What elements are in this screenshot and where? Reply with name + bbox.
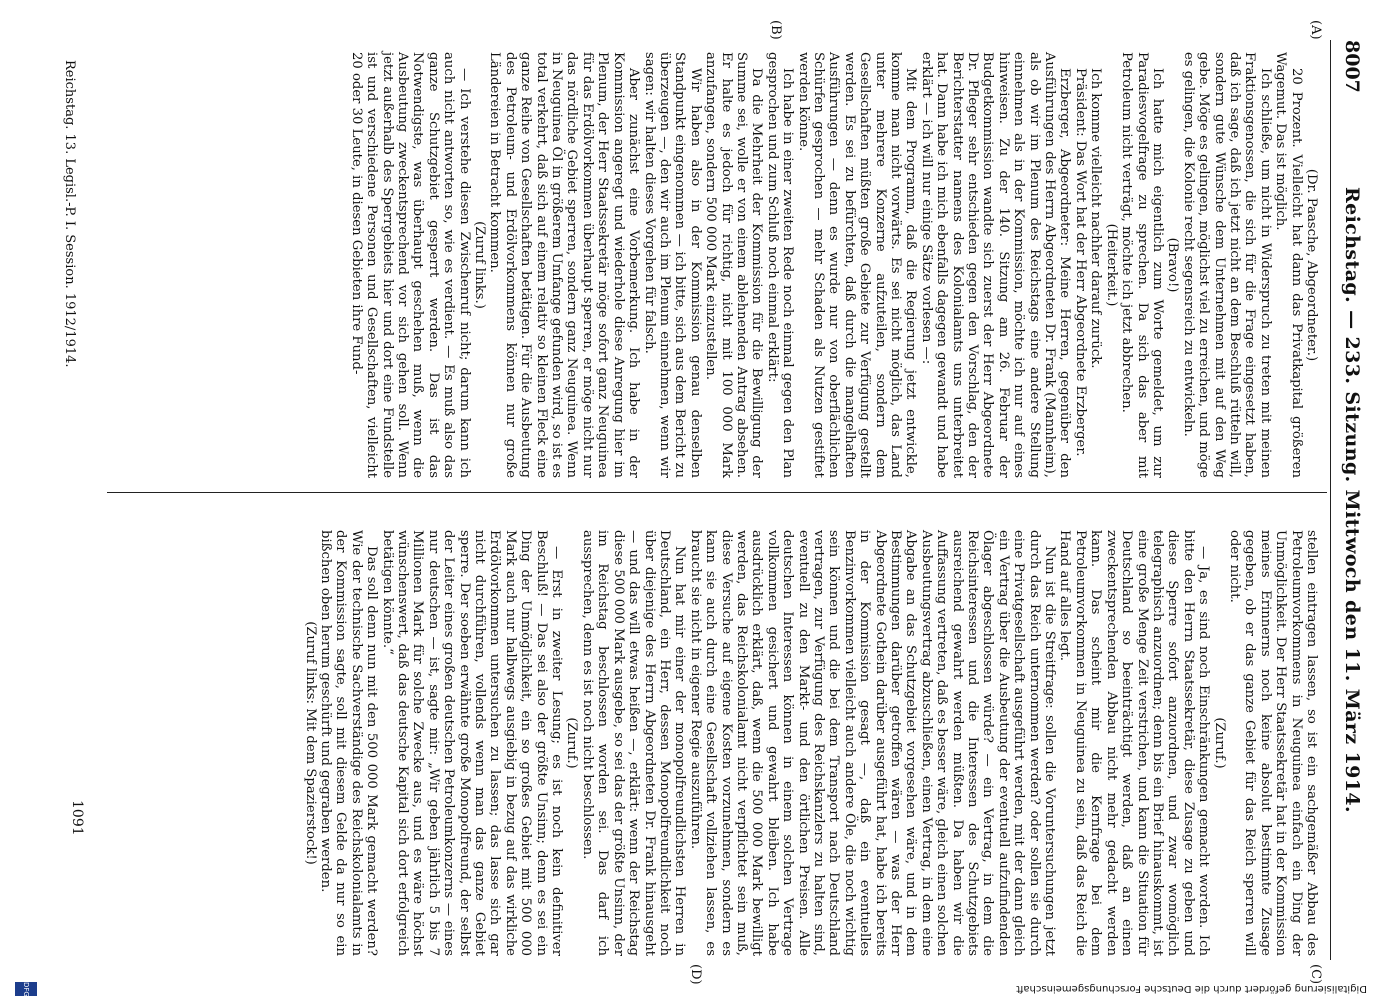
- dfg-logo: DFG: [15, 982, 37, 996]
- paragraph: Ich hatte mich eigentlich zum Worte gemeldet, um zur Paradiesvogelfrage zu sprechen. Da sich das aber mit Petroleum nicht verträgt, möchte ich jetzt abbrechen.: [1119, 52, 1165, 478]
- speaker-note: (Dr. Paasche, Abgeordneter.): [1304, 168, 1319, 362]
- folio-number: 1091: [69, 800, 85, 836]
- paragraph: Aber zunächst eine Vorbemerkung. Ich habe in der Kommission angeregt und wiederhole diese Anregung hier im Plenum, der Herr Staatssekretär möge sofort ganz Neuguinea für das Erdölvorkommen überhaupt sperren, er möge nicht nur das nördliche Gebiet sperren, sondern ganz Neuguinea. Wenn in Neuguinea Öl in größerem Umfange gefunden wird, so ist es total verkehrt, daß sich auf einem relativ so kleinen Fleck eine ganze Reihe von Gesellschaften betätigen. Für die Ausbeutung des Petroleum- und Erdölvorkommens können nur große Ländereien in Betracht kommen.: [487, 52, 642, 478]
- running-head: Reichstag. — 233. Sitzung. Mittwoch den 11. März 1914.: [1341, 186, 1363, 814]
- page-header: [1335, 40, 1371, 960]
- column-divider: [107, 492, 1327, 493]
- page-footer: Reichstag. 13. Legisl.-P. I. Session. 1912/1914.: [62, 60, 77, 368]
- header-rule: [1330, 40, 1331, 960]
- paragraph: 20 Prozent. Vielleicht hat dann das Privatkapital größeren Wagemut. Das ist möglich.: [1273, 52, 1304, 478]
- paragraph: stellen eintragen lassen, so ist ein sachgemäßer Abbau des Petroleumvorkommens in Neuguinea einfach ein Ding der Unmöglichkeit. Der Herr Staatssekretär hat in der Kommission meines Erinnerns noch keine absolut bestimmte Zusage gegeben, ob er das ganze Gebiet für das Reich sperren will oder nicht.: [1226, 530, 1319, 956]
- paragraph: Ich habe in einer zweiten Rede noch einmal gegen den Plan gesprochen und zum Schluß noch einmal erklärt:: [764, 52, 796, 478]
- paragraph: Das soll denn nun mit den 500 000 Mark gemacht werden? Wie der technische Sachverständige des Reichskolonialamts in der Kommission sagte, soll mit diesem Gelde da nur so ein bißchen oben herum geschürft und gegraben werden.: [318, 530, 380, 956]
- paragraph: Nun ist die Streitfrage: sollen die Voruntersuchungen jetzt durch das Reich unternommen werden? oder sollen sie durch eine Privatgesellschaft ausgeführt werden, mit der dann gleich ein Vertrag über die Ausbeutung der eventuell aufzufindenden Ölager abgeschlossen würde? — ein Vertrag, in dem die Reichsinteressen und die Interessen des Schutzgebiets ausreichend gewahrt werden müßten. Da haben wir die Auffassung vertreten, daß es besser wäre, gleich einen solchen Ausbeutungsvertrag abzuschließen, einen Vertrag, in dem eine Abgabe an das Schutzgebiet vorgesehen wäre, und in dem Bestimmungen darüber getroffen wären — was der Herr Abgeordnete Gothein darüber ausgeführt hat, habe ich bereits in der Kommission gesagt —, daß ein eventuelles Benzinvorkommen vielleicht auch andere Öle, die noch wichtig sein können und die bei dem Transport nach Deutschland vertragen, zur Verfügung des Reichskanzlers zu halten sind, eventuell zu den Markt- und den örtlichen Preisen. Alle deutschen Interessen können in einem solchen Vertrage vollkommen gesichert und gewahrt bleiben. Ich habe ausdrücklich erklärt, daß, wenn die 500 000 Mark bewilligt werden, das Reichskolonialamt nicht verpflichtet sein muß, diese Versuche auf eigene Kosten vorzunehmen, sondern es kann sie auch durch eine Gesellschaft vollziehen lassen, es braucht sie nicht in eigener Regie auszuführen.: [687, 530, 1058, 956]
- paragraph: Erzberger, Abgeordneter: Meine Herren, gegenüber den Ausführungen des Herrn Abgeordneten Dr. Frank (Mannheim), als ob wir im Plenum des Reichstags eine andere Stellung einnehmen als in der Kommission, möchte ich nur auf eines hinweisen. Zu der 140. Sitzung am 26. Februar der Budgetkommission wandte sich zuerst der Herr Abgeordnete Dr. Pfleger sehr entschieden gegen den Vorschlag, den der Berichterstatter namens des Kolonialamts uns unterbreitet hat. Dann habe ich mich ebenfalls dagegen gewandt und habe erklärt — ich will nur einige Sätze vorlesen —:: [918, 52, 1073, 478]
- paragraph: Wir haben also in der Kommission genau denselben Standpunkt eingenommen — ich bitte, sich aus dem Bericht zu überzeugen —, den wir auch im Plenum einnehmen, wenn wir sagen: wir halten dieses Vorgehen für falsch.: [641, 52, 703, 478]
- paragraph: — Ja, es sind noch Einschränkungen gemacht worden. Ich bitte den Herrn Staatssekretär, diese Zusage zu geben und diese Sperre sofort anzuordnen, und zwar womöglich telegraphisch anzuordnen; denn bis ein Brief hinauskommt, ist eine große Menge Zeit verstrichen, und kann die Situation für Deutschland so beeinträchtigt werden, daß an einen zweckentsprechenden Abbau nicht mehr gedacht werden kann. Das scheint mir die Kernfrage bei dem Petroleumvorkommen in Neuguinea zu sein, daß das Reich die Hand auf alles legt.: [1057, 530, 1212, 956]
- digitization-text: Digitalisierung gefördert durch die Deutsche Forschungsgemeinschaft: [1016, 983, 1367, 994]
- margin-letter-a: (A): [1308, 20, 1323, 40]
- paragraph: Präsident: Das Wort hat der Herr Abgeordnete Erzberger.: [1072, 68, 1088, 457]
- paragraph: — Ich verstehe diesen Zwischenruf nicht; darum kann ich auch nicht antworten so, wie es verdient. — Es muß also das ganze Schutzgebiet gesperrt werden. Das ist das Notwendigste, was überhaupt geschehen muß, wenn die Ausbeutung zweckentsprechend vor sich gehen soll. Wenn jetzt außerhalb des Sperrgebiets hier und dort eine Fundstelle ist und verschiedene Personen und Gesellschaften, vielleicht 20 oder 30 Leute, in diesen Gebieten ihre Fund-: [348, 52, 472, 478]
- margin-letter-b: (B): [768, 20, 783, 40]
- quotation: Da die Mehrheit der Kommission für die Bewilligung der Summe sei, wolle er von einem ablehnenden Antrag absehen. Er halte es jedoch für richtig, nicht mit 100 000 Mark anzufangen, sondern 500 000 Mark einzustellen.: [703, 52, 765, 478]
- paragraph: Ich komme vielleicht nachher darauf zurück.: [1088, 68, 1104, 369]
- margin-letter-c: (C): [1308, 964, 1323, 985]
- page-number: 8007: [1341, 40, 1363, 93]
- digitization-note: [5, 978, 1375, 994]
- quotation: Mit dem Programm, daß die Regierung jetzt entwickle, komme man nicht vorwärts. Es sei nicht möglich, das Land unter mehrere Konzerne aufzuteilen, sondern dem Gesellschaften müßten große Gebiete zur Verfügung gestellt werden. Es sei zu befürchten, daß durch die mangelhaften Ausführungen — denn es wurde nur von oberflächlichen Schürfen gesprochen — mehr Schaden als Nutzen gestiftet werden könne.: [795, 52, 919, 478]
- interjection: (Zuruf links.): [472, 221, 488, 309]
- margin-letter-d: (D): [688, 964, 703, 985]
- interjection: (Zuruf.): [564, 717, 580, 769]
- left-column: [348, 52, 1319, 478]
- paragraph: — Erst in zweiter Lesung; es ist noch kein definitiver Beschluß! — Das sei also der größte Unsinn; denn es sei ein Ding der Unmöglichkeit, ein so großes Gebiet mit 500 000 Mark auch nur halbwegs ausgiebig in bezug auf das wirkliche Erdölvorkommen untersuchen zu lassen; das lasse sich gar nicht durchführen, vollends wenn man das ganze Gebiet sperre. Der soeben erwähnte große Monopolfreund, der selbst der Leiter eines großen deutschen Petroleumkonzerns — eines nur deutschen — ist, sagte mir: „Wir geben jährlich 5 bis 7 Millionen Mark für solche Zwecke aus, und es wäre höchst wünschenswert, daß das deutsche Kapital sich dort erfolgreich betätigen könnte.“: [379, 530, 565, 956]
- interjection: (Heiterkeit.): [1103, 223, 1119, 307]
- paragraph: Ich schließe, um nicht in Widerspruch zu treten mit meinen Fraktionsgenossen, die sich für die Frage eingesetzt haben, daß ich sage, daß ich jetzt nicht an dem Beschluß rütteln will, sondern gute Wünsche dem Unternehmen mit auf den Weg gebe. Möge es gelingen, möglichst viel zu erreichen, und möge es gelingen, die Kolonie recht segensreich zu entwickeln.: [1180, 52, 1273, 478]
- right-column: [302, 530, 1319, 956]
- interjection: (Zuruf links: Mit dem Spazierstock!): [302, 621, 318, 865]
- interjection: (Bravo!): [1165, 237, 1181, 293]
- paragraph: Nun hat mir einer der monopolfreundlichsten Herren in Deutschland, ein Herr, dessen Monopolfreundlichkeit noch über diejenige des Herrn Abgeordneten Dr. Frank hinausgeht — und das will etwas heißen —, erklärt: wenn der Reichstag diese 500 000 Mark ausgebe, so sei das der größte Unsinn, der im Reichstag beschlossen worden sei. Das darf ich aussprechen, denn es ist noch nicht beschlossen.: [579, 530, 688, 956]
- interjection: (Zuruf.): [1211, 717, 1227, 769]
